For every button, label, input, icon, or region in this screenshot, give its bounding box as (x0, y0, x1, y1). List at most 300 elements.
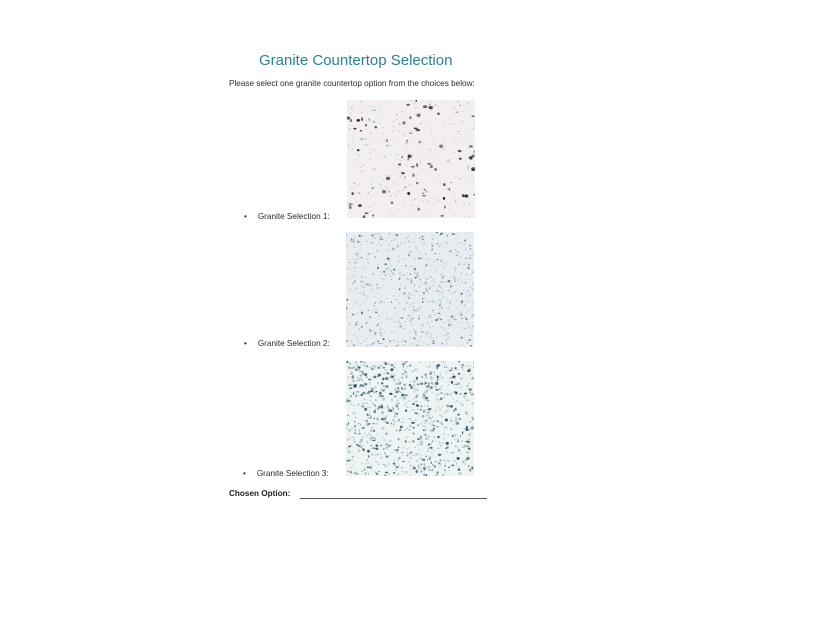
granite-speck (352, 375, 354, 378)
granite-speck (437, 448, 440, 449)
granite-speck (365, 129, 367, 131)
granite-speck (426, 419, 428, 422)
granite-speck (391, 399, 392, 401)
granite-speck (362, 448, 365, 450)
granite-speck (409, 384, 411, 386)
granite-speck (414, 284, 415, 286)
granite-speck (434, 314, 435, 316)
granite-speck (368, 406, 371, 408)
granite-speck (455, 420, 456, 422)
granite-speck (424, 317, 426, 318)
granite-speck (405, 341, 407, 343)
granite-speck (362, 420, 363, 421)
granite-speck (434, 271, 436, 273)
granite-speck (445, 340, 447, 341)
granite-speck (433, 137, 435, 138)
granite-speck (434, 392, 435, 393)
granite-speck (440, 319, 442, 321)
granite-speck (400, 160, 402, 162)
granite-speck (449, 302, 451, 304)
granite-speck (377, 340, 378, 342)
granite-speck (364, 454, 365, 455)
granite-speck (347, 345, 349, 347)
granite-speck (418, 315, 420, 317)
granite-speck (440, 459, 442, 461)
granite-speck (425, 438, 427, 440)
granite-speck (397, 260, 398, 262)
granite-speck (378, 395, 380, 397)
granite-speck (448, 254, 449, 255)
granite-speck (412, 403, 415, 405)
granite-speck (453, 108, 455, 110)
granite-speck (401, 452, 402, 453)
granite-speck (472, 282, 474, 284)
granite-speck (378, 258, 379, 259)
granite-speck (440, 288, 441, 289)
granite-speck (404, 429, 407, 431)
granite-speck (463, 245, 465, 246)
granite-speck (356, 322, 358, 324)
granite-speck (422, 298, 423, 299)
granite-speck (389, 376, 390, 377)
granite-speck (469, 295, 471, 296)
granite-speck (388, 338, 390, 339)
granite-speck (391, 452, 392, 453)
granite-speck (441, 376, 444, 379)
granite-speck (361, 371, 363, 373)
granite-speck (370, 465, 372, 467)
granite-speck (431, 286, 432, 287)
granite-speck (358, 324, 360, 326)
granite-speck (442, 262, 444, 264)
granite-speck (395, 248, 397, 249)
granite-speck (357, 340, 359, 342)
granite-speck (431, 470, 433, 471)
granite-speck (462, 344, 463, 345)
granite-speck (433, 235, 435, 236)
granite-speck (381, 271, 382, 273)
granite-speck (467, 439, 468, 441)
granite-speck (375, 332, 376, 333)
granite-speck (392, 274, 394, 275)
granite-speck (385, 415, 388, 417)
granite-speck (416, 248, 417, 249)
granite-speck (449, 250, 452, 252)
granite-speck (376, 244, 377, 246)
granite-speck (402, 373, 405, 374)
granite-speck (417, 389, 418, 391)
granite-speck (350, 108, 352, 110)
granite-speck (456, 400, 458, 402)
granite-speck (410, 336, 411, 337)
granite-speck (396, 383, 398, 386)
granite-speck (367, 414, 369, 416)
granite-speck (378, 406, 381, 409)
granite-speck (351, 342, 352, 344)
granite-speck (397, 341, 399, 343)
granite-speck (369, 152, 371, 153)
granite-speck (434, 440, 436, 441)
granite-speck (417, 302, 418, 304)
granite-speck (350, 112, 351, 114)
granite-speck (358, 192, 360, 194)
granite-speck (361, 364, 363, 366)
granite-speck (449, 453, 451, 454)
granite-speck (356, 313, 357, 315)
granite-speck (472, 251, 473, 252)
granite-speck (396, 369, 397, 371)
granite-speck (367, 338, 368, 339)
granite-speck (466, 319, 468, 321)
granite-speck (467, 317, 468, 318)
granite-speck (399, 316, 400, 318)
granite-speck (439, 422, 442, 424)
granite-speck (368, 261, 369, 263)
granite-speck (446, 450, 448, 452)
granite-speck (438, 234, 440, 236)
granite-speck (398, 465, 400, 466)
granite-speck (413, 454, 414, 456)
granite-speck (432, 430, 434, 432)
granite-speck (405, 409, 407, 412)
granite-speck (404, 369, 405, 370)
granite-speck (354, 429, 357, 431)
granite-speck (373, 331, 375, 332)
granite-speck (388, 364, 391, 365)
granite-speck (465, 249, 467, 251)
granite-speck (429, 466, 431, 467)
granite-speck (443, 437, 445, 440)
granite-speck (460, 435, 461, 437)
granite-speck (431, 249, 432, 250)
granite-speck (379, 275, 380, 276)
granite-speck (448, 290, 449, 292)
granite-speck (464, 393, 467, 395)
granite-speck (440, 398, 442, 400)
granite-speck (374, 167, 377, 169)
granite-speck (428, 149, 429, 151)
granite-speck (372, 286, 373, 287)
granite-speck (407, 149, 408, 151)
granite-speck (420, 345, 422, 347)
granite-speck (418, 141, 421, 143)
granite-speck (348, 429, 351, 431)
granite-speck (385, 263, 387, 265)
granite-speck (380, 296, 382, 297)
granite-speck (391, 249, 392, 250)
granite-speck (390, 263, 391, 264)
granite-speck (408, 246, 410, 247)
granite-speck (385, 432, 388, 435)
granite-speck (406, 366, 408, 367)
granite-speck (368, 432, 369, 434)
granite-speck (347, 398, 350, 399)
granite-speck (427, 285, 429, 287)
chosen-option-field[interactable] (300, 498, 487, 499)
granite-speck (422, 396, 423, 398)
granite-speck (363, 362, 366, 364)
granite-speck (383, 338, 385, 340)
granite-speck (427, 436, 430, 438)
granite-speck (379, 288, 381, 290)
granite-speck (422, 188, 424, 190)
granite-speck (424, 405, 425, 407)
granite-speck (364, 138, 367, 140)
granite-speck (349, 437, 351, 438)
granite-speck (422, 235, 423, 237)
granite-speck (415, 233, 416, 234)
granite-speck (431, 265, 432, 267)
granite-speck (410, 452, 412, 453)
granite-speck (446, 261, 448, 262)
granite-speck (361, 138, 364, 140)
granite-speck (427, 459, 428, 461)
bullet-icon: • (244, 212, 247, 221)
granite-speck (430, 336, 432, 337)
granite-speck (435, 382, 438, 385)
granite-speck (360, 439, 363, 441)
granite-speck (423, 467, 426, 469)
granite-speck (458, 449, 460, 451)
granite-speck (372, 423, 374, 424)
option-label: Granite Selection 1: (257, 212, 330, 221)
granite-speck (365, 330, 367, 331)
granite-speck (472, 377, 473, 379)
granite-speck (393, 125, 394, 127)
granite-speck (355, 417, 356, 418)
granite-speck (346, 299, 348, 301)
granite-speck (370, 158, 371, 160)
granite-speck (454, 267, 456, 268)
granite-speck (374, 386, 376, 388)
granite-speck (409, 184, 411, 186)
granite-speck (364, 373, 367, 376)
granite-speck (379, 182, 381, 183)
granite-speck (347, 268, 348, 270)
granite-speck (403, 309, 404, 311)
granite-speck (360, 384, 363, 387)
granite-speck (373, 238, 375, 240)
granite-speck (365, 463, 366, 465)
granite-speck (440, 463, 442, 465)
granite-speck (349, 371, 352, 372)
granite-speck (398, 418, 399, 421)
granite-speck (367, 258, 369, 260)
granite-speck (452, 435, 454, 438)
granite-speck (432, 425, 435, 426)
granite-speck (405, 471, 407, 473)
granite-speck (382, 427, 383, 428)
granite-speck (400, 234, 402, 235)
granite-speck (433, 340, 435, 342)
granite-speck (431, 238, 433, 239)
granite-speck (369, 367, 370, 369)
granite-speck (387, 274, 388, 275)
granite-speck (409, 338, 411, 339)
granite-speck (350, 395, 351, 397)
granite-speck (370, 184, 372, 185)
granite-speck (357, 301, 359, 302)
granite-speck (396, 452, 399, 454)
granite-speck (443, 393, 444, 395)
granite-speck (424, 269, 426, 271)
granite-speck (448, 407, 449, 408)
granite-speck (408, 236, 409, 237)
granite-speck (384, 274, 386, 275)
granite-speck (354, 425, 356, 427)
granite-speck (402, 461, 404, 462)
granite-speck (356, 473, 359, 474)
granite-speck (431, 321, 433, 323)
granite-speck (396, 114, 398, 116)
granite-speck (465, 267, 466, 268)
granite-speck (371, 454, 374, 456)
granite-speck (361, 405, 364, 407)
granite-speck (383, 385, 385, 387)
granite-speck (465, 428, 468, 431)
granite-speck (384, 280, 386, 281)
granite-speck (418, 318, 420, 320)
granite-speck (438, 245, 440, 247)
granite-speck (360, 424, 361, 426)
granite-speck (348, 262, 350, 263)
granite-speck (393, 340, 395, 342)
granite-speck (369, 467, 372, 469)
granite-speck (467, 266, 468, 268)
granite-speck (381, 335, 383, 337)
granite-speck (453, 460, 455, 462)
granite-speck (438, 286, 440, 288)
granite-speck (360, 283, 362, 284)
granite-speck (404, 388, 405, 389)
granite-speck (379, 184, 381, 185)
granite-speck (460, 312, 461, 313)
granite-speck (375, 149, 376, 151)
granite-speck (450, 276, 451, 278)
granite-speck (378, 463, 380, 465)
granite-speck (378, 315, 380, 317)
granite-speck (406, 277, 408, 279)
granite-speck (444, 365, 445, 368)
granite-speck (367, 315, 369, 316)
granite-speck (392, 130, 394, 132)
granite-speck (384, 369, 387, 371)
granite-speck (409, 132, 411, 134)
granite-speck (454, 401, 455, 403)
granite-speck (375, 405, 376, 407)
granite-speck (421, 281, 422, 282)
granite-speck (401, 172, 405, 174)
granite-speck (350, 119, 352, 122)
granite-speck (430, 158, 431, 159)
granite-speck (418, 276, 420, 277)
granite-speck (403, 365, 404, 367)
granite-speck (382, 411, 384, 413)
granite-speck (422, 459, 425, 461)
granite-speck (350, 289, 351, 291)
granite-speck (390, 307, 391, 309)
granite-speck (393, 295, 394, 297)
granite-speck (392, 419, 393, 421)
granite-speck (451, 381, 453, 384)
granite-speck (390, 440, 392, 442)
granite-speck (431, 452, 433, 453)
granite-speck (452, 452, 455, 454)
granite-speck (452, 233, 454, 235)
granite-speck (414, 199, 416, 200)
granite-speck (420, 454, 422, 456)
granite-speck (366, 365, 368, 367)
granite-speck (372, 447, 375, 448)
granite-speck (463, 145, 464, 146)
granite-speck (404, 258, 406, 259)
granite-speck (360, 249, 361, 250)
granite-speck (468, 301, 470, 302)
granite-speck (425, 211, 426, 213)
granite-speck (397, 345, 398, 347)
granite-speck (424, 373, 427, 376)
granite-speck (426, 144, 427, 146)
granite-speck (454, 391, 456, 393)
granite-speck (425, 411, 426, 413)
granite-speck (360, 241, 362, 243)
granite-speck (444, 140, 445, 142)
granite-speck (434, 168, 437, 171)
granite-speck (375, 448, 378, 450)
granite-speck (447, 290, 449, 291)
granite-speck (450, 191, 451, 192)
granite-speck (355, 255, 357, 256)
granite-speck (360, 336, 362, 337)
granite-speck (434, 410, 436, 412)
granite-speck (454, 152, 456, 153)
granite-speck (462, 194, 465, 197)
granite-speck (376, 284, 378, 285)
granite-speck (442, 276, 444, 278)
granite-speck (372, 291, 374, 293)
granite-speck (384, 302, 386, 303)
granite-speck (355, 324, 357, 326)
granite-speck (422, 282, 423, 284)
granite-speck (399, 323, 401, 325)
granite-speck (459, 418, 462, 420)
granite-speck (416, 167, 418, 168)
granite-speck (390, 175, 392, 176)
granite-speck (460, 295, 461, 296)
granite-speck (446, 409, 449, 411)
granite-speck (459, 242, 460, 243)
granite-speck (439, 308, 440, 309)
granite-speck (412, 174, 414, 177)
granite-speck (445, 371, 447, 372)
granite-speck (361, 112, 363, 114)
granite-speck (460, 337, 463, 339)
granite-speck (377, 382, 378, 384)
granite-speck (391, 331, 392, 333)
granite-speck (362, 165, 364, 167)
granite-speck (416, 173, 418, 174)
granite-speck (470, 334, 472, 336)
granite-speck (350, 467, 353, 468)
granite-speck (426, 332, 428, 333)
granite-speck (401, 421, 404, 423)
granite-speck (412, 370, 414, 372)
granite-speck (401, 467, 403, 469)
granite-speck (359, 328, 360, 330)
granite-speck (357, 149, 360, 151)
granite-speck (418, 449, 421, 450)
granite-speck (453, 424, 456, 426)
